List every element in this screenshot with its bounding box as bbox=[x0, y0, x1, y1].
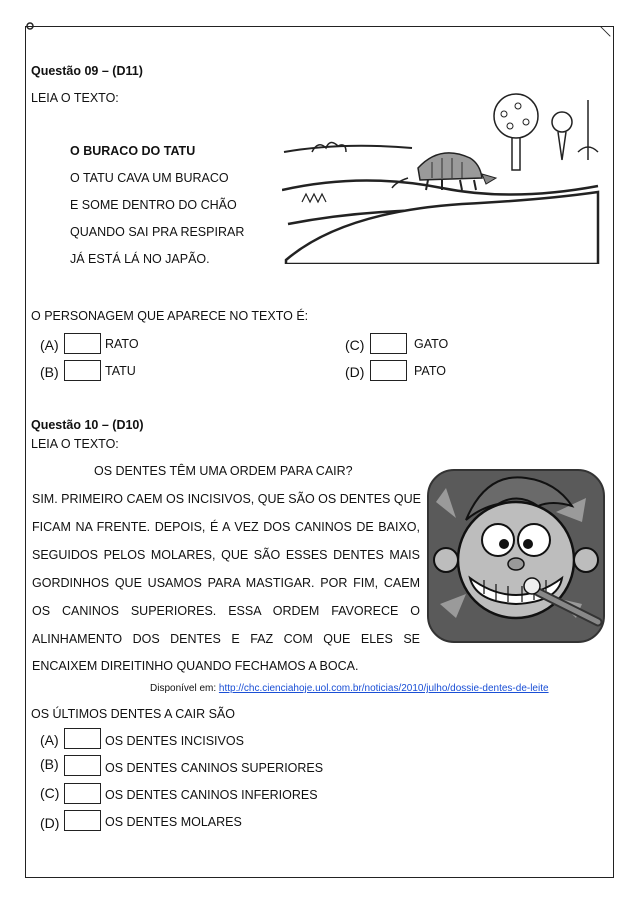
boy-brushing-teeth-illustration bbox=[426, 468, 606, 644]
q9-question: O PERSONAGEM QUE APARECE NO TEXTO É: bbox=[31, 309, 309, 323]
option-letter: (C) bbox=[345, 337, 365, 353]
text-line: FICAM NA FRENTE. DEPOIS, É A VEZ DOS CANINOS DE BAIXO, bbox=[32, 520, 420, 534]
text-line: ALINHAMENTO DOS DENTES E FAZ COM QUE ELES SE bbox=[32, 632, 420, 646]
text-line: SIM. PRIMEIRO CAEM OS INCISIVOS, QUE SÃO OS DENTES QUE bbox=[32, 492, 421, 506]
source-link[interactable]: http://chc.cienciahoje.uol.com.br/noticias/2010/julho/dossie-dentes-de-leite bbox=[218, 683, 549, 694]
source-label: Disponível em: bbox=[150, 683, 217, 694]
poem-line: E SOME DENTRO DO CHÃO bbox=[70, 198, 237, 212]
option-text: PATO bbox=[414, 364, 446, 378]
q10-instruction: LEIA O TEXTO: bbox=[31, 437, 119, 451]
source-citation bbox=[150, 683, 549, 694]
text-line: OS CANINOS SUPERIORES. ESSA ORDEM FAVORECE O bbox=[32, 604, 420, 618]
option-text: GATO bbox=[414, 337, 449, 351]
armadillo-landscape-illustration bbox=[282, 92, 600, 264]
option-text: TATU bbox=[105, 364, 136, 378]
poem-line: JÁ ESTÁ LÁ NO JAPÃO. bbox=[70, 252, 210, 266]
text-line: ENCAIXEM DIREITINHO QUANDO FECHAMOS A BOCA. bbox=[32, 659, 359, 673]
text-line: GORDINHOS QUE USAMOS PARA MASTIGAR. POR FIM, CAEM bbox=[32, 576, 420, 590]
option-text: OS DENTES CANINOS SUPERIORES bbox=[105, 761, 324, 775]
option-text: OS DENTES CANINOS INFERIORES bbox=[105, 788, 318, 802]
poem-title: O BURACO DO TATU bbox=[70, 144, 196, 158]
option-letter: (A) bbox=[40, 732, 59, 748]
answer-box-b[interactable] bbox=[64, 360, 101, 381]
option-letter: (D) bbox=[40, 815, 60, 831]
q9-header: Questão 09 – (D11) bbox=[31, 64, 143, 78]
option-text: RATO bbox=[105, 337, 139, 351]
text-line: SEGUIDOS PELOS MOLARES, QUE SÃO ESSES DENTES MAIS bbox=[32, 548, 420, 562]
option-text: OS DENTES MOLARES bbox=[105, 815, 242, 829]
answer-box-c[interactable] bbox=[370, 333, 407, 354]
q10-header: Questão 10 – (D10) bbox=[31, 418, 144, 432]
answer-box-c[interactable] bbox=[64, 783, 101, 804]
option-text: OS DENTES INCISIVOS bbox=[105, 734, 244, 748]
poem-line: O TATU CAVA UM BURACO bbox=[70, 171, 229, 185]
folded-corner-icon bbox=[600, 26, 612, 38]
answer-box-d[interactable] bbox=[64, 810, 101, 831]
option-letter: (B) bbox=[40, 364, 59, 380]
poem-line: QUANDO SAI PRA RESPIRAR bbox=[70, 225, 245, 239]
answer-box-a[interactable] bbox=[64, 728, 101, 749]
pin-icon bbox=[25, 20, 35, 32]
option-letter: (B) bbox=[40, 756, 59, 772]
option-letter: (C) bbox=[40, 785, 60, 801]
answer-box-d[interactable] bbox=[370, 360, 407, 381]
q10-text-title: OS DENTES TÊM UMA ORDEM PARA CAIR? bbox=[94, 464, 353, 478]
option-letter: (A) bbox=[40, 337, 59, 353]
q9-instruction: LEIA O TEXTO: bbox=[31, 91, 119, 105]
answer-box-b[interactable] bbox=[64, 755, 101, 776]
q10-question: OS ÚLTIMOS DENTES A CAIR SÃO bbox=[31, 707, 235, 721]
answer-box-a[interactable] bbox=[64, 333, 101, 354]
option-letter: (D) bbox=[345, 364, 365, 380]
